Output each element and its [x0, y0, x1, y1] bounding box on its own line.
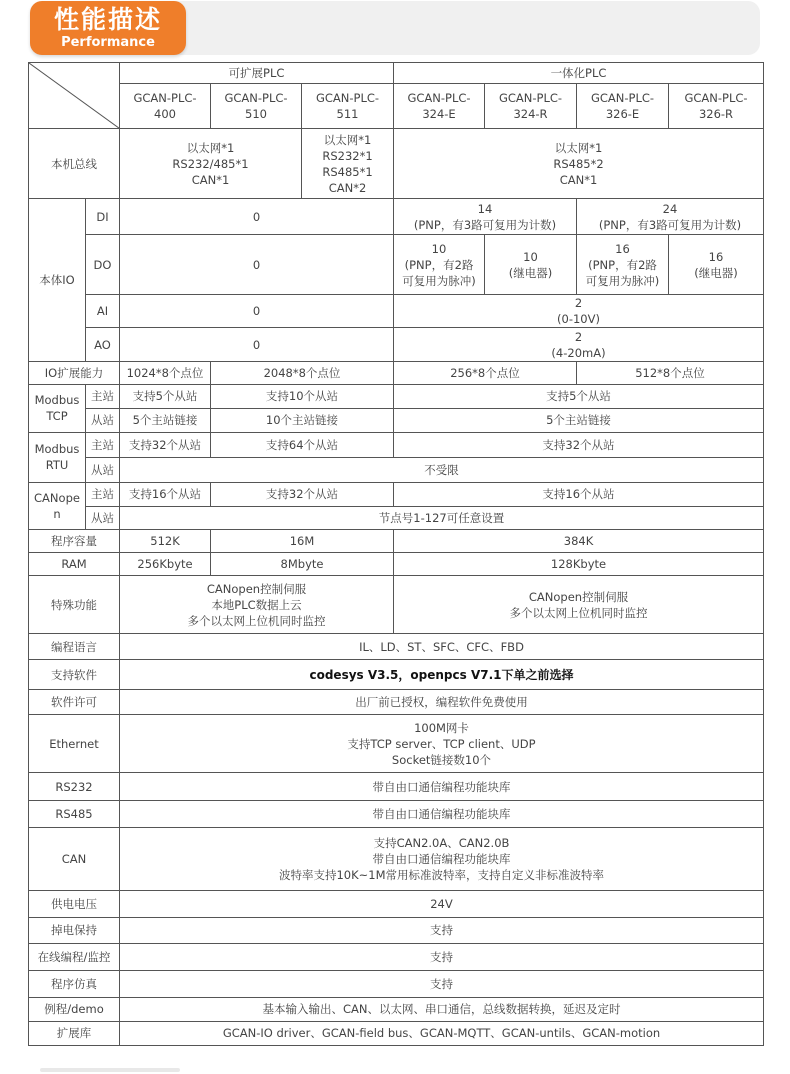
- model-400: GCAN-PLC- 400: [120, 84, 211, 129]
- group-expandable: 可扩展PLC: [120, 63, 394, 84]
- modbus-tcp-master-51x: 支持10个从站: [211, 384, 394, 408]
- do-324-e: 10 (PNP，有2路 可复用为脉冲): [394, 235, 485, 295]
- demo-label: 例程/demo: [29, 997, 120, 1021]
- special-integrated: CANopen控制伺服 多个以太网上位机同时监控: [394, 575, 764, 633]
- rs232-label: RS232: [29, 773, 120, 801]
- special-expandable: CANopen控制伺服 本地PLC数据上云 多个以太网上位机同时监控: [120, 575, 394, 633]
- do-326-r: 16 (继电器): [669, 235, 764, 295]
- canopen-master-51x: 支持32个从站: [211, 482, 394, 506]
- ai-label: AI: [86, 295, 120, 328]
- di-label: DI: [86, 199, 120, 235]
- program-label: 程序容量: [29, 529, 120, 552]
- power-value: 24V: [120, 890, 764, 917]
- software-label: 支持软件: [29, 660, 120, 690]
- canopen-slave-label: 从站: [86, 506, 120, 529]
- license-label: 软件许可: [29, 690, 120, 715]
- rs485-value: 带自由口通信编程功能块库: [120, 801, 764, 828]
- power-label: 供电电压: [29, 890, 120, 917]
- do-324-r: 10 (继电器): [485, 235, 577, 295]
- ao-integrated: 2 (4-20mA): [394, 328, 764, 361]
- lib-label: 扩展库: [29, 1021, 120, 1045]
- ram-label: RAM: [29, 552, 120, 575]
- modbus-tcp-slave-51x: 10个主站链接: [211, 408, 394, 432]
- modbus-rtu-slave-all: 不受限: [120, 457, 764, 482]
- section-badge: [30, 1, 186, 55]
- io-ext-324: 256*8个点位: [394, 361, 577, 384]
- modbus-rtu-master-51x: 支持64个从站: [211, 432, 394, 457]
- io-ext-326: 512*8个点位: [577, 361, 764, 384]
- ai-expandable: 0: [120, 295, 394, 328]
- bus-integrated: 以太网*1 RS485*2 CAN*1: [394, 129, 764, 199]
- ram-400: 256Kbyte: [120, 552, 211, 575]
- demo-value: 基本输入输出、CAN、以太网、串口通信，总线数据转换，延迟及定时: [120, 997, 764, 1021]
- special-label: 特殊功能: [29, 575, 120, 633]
- do-326-e: 16 (PNP，有2路 可复用为脉冲): [577, 235, 669, 295]
- program-400: 512K: [120, 529, 211, 552]
- modbus-rtu-master-32x: 支持32个从站: [394, 432, 764, 457]
- license-value: 出厂前已授权，编程软件免费使用: [120, 690, 764, 715]
- model-326-r: GCAN-PLC- 326-R: [669, 84, 764, 129]
- canopen-master-400: 支持16个从站: [120, 482, 211, 506]
- ram-51x: 8Mbyte: [211, 552, 394, 575]
- io-ext-400: 1024*8个点位: [120, 361, 211, 384]
- program-32x: 384K: [394, 529, 764, 552]
- ao-expandable: 0: [120, 328, 394, 361]
- bus-label: 本机总线: [29, 129, 120, 199]
- io-ext-51x: 2048*8个点位: [211, 361, 394, 384]
- ram-32x: 128Kbyte: [394, 552, 764, 575]
- retain-value: 支持: [120, 917, 764, 943]
- lib-value: GCAN-IO driver、GCAN-field bus、GCAN-MQTT、GCAN-untils、GCAN-motion: [120, 1021, 764, 1045]
- modbus-tcp-slave-400: 5个主站链接: [120, 408, 211, 432]
- canopen-slave-all: 节点号1-127可任意设置: [120, 506, 764, 529]
- modbus-rtu-master-400: 支持32个从站: [120, 432, 211, 457]
- program-51x: 16M: [211, 529, 394, 552]
- rs232-value: 带自由口通信编程功能块库: [120, 773, 764, 801]
- can-value: 支持CAN2.0A、CAN2.0B 带自由口通信编程功能块库 波特率支持10K~1M常用标准波特率，支持自定义非标准波特率: [120, 828, 764, 890]
- canopen-master-32x: 支持16个从站: [394, 482, 764, 506]
- modbus-tcp-slave-label: 从站: [86, 408, 120, 432]
- section-title: 性能描述: [53, 5, 162, 34]
- model-510: GCAN-PLC- 510: [211, 84, 302, 129]
- modbus-rtu-label: Modbus RTU: [29, 432, 86, 482]
- ao-label: AO: [86, 328, 120, 361]
- bus-511: 以太网*1 RS232*1 RS485*1 CAN*2: [302, 129, 394, 199]
- online-value: 支持: [120, 943, 764, 970]
- group-integrated: 一体化PLC: [394, 63, 764, 84]
- di-expandable: 0: [120, 199, 394, 235]
- lang-label: 编程语言: [29, 634, 120, 660]
- model-324-r: GCAN-PLC- 324-R: [485, 84, 577, 129]
- modbus-tcp-label: Modbus TCP: [29, 384, 86, 432]
- can-label: CAN: [29, 828, 120, 890]
- ethernet-label: Ethernet: [29, 715, 120, 773]
- do-expandable: 0: [120, 235, 394, 295]
- ethernet-value: 100M网卡 支持TCP server、TCP client、UDP Socket链接数10个: [120, 715, 764, 773]
- modbus-rtu-master-label: 主站: [86, 432, 120, 457]
- modbus-rtu-slave-label: 从站: [86, 457, 120, 482]
- di-324: 14 (PNP，有3路可复用为计数): [394, 199, 577, 235]
- model-326-e: GCAN-PLC- 326-E: [577, 84, 669, 129]
- section-subtitle: Performance: [61, 35, 155, 50]
- sim-label: 程序仿真: [29, 970, 120, 997]
- spec-table: [28, 62, 764, 1046]
- sim-value: 支持: [120, 970, 764, 997]
- bus-400-510: 以太网*1 RS232/485*1 CAN*1: [120, 129, 302, 199]
- modbus-tcp-master-400: 支持5个从站: [120, 384, 211, 408]
- software-value: codesys V3.5，openpcs V7.1下单之前选择: [120, 660, 764, 690]
- canopen-master-label: 主站: [86, 482, 120, 506]
- lang-value: IL、LD、ST、SFC、CFC、FBD: [120, 634, 764, 660]
- io-ext-label: IO扩展能力: [29, 361, 120, 384]
- model-324-e: GCAN-PLC- 324-E: [394, 84, 485, 129]
- canopen-label: CANope n: [29, 482, 86, 529]
- modbus-tcp-slave-32x: 5个主站链接: [394, 408, 764, 432]
- ai-integrated: 2 (0-10V): [394, 295, 764, 328]
- diagonal-line: [29, 63, 119, 128]
- corner-cell: [29, 63, 120, 129]
- di-326: 24 (PNP，有3路可复用为计数): [577, 199, 764, 235]
- modbus-tcp-master-label: 主站: [86, 384, 120, 408]
- modbus-tcp-master-32x: 支持5个从站: [394, 384, 764, 408]
- do-label: DO: [86, 235, 120, 295]
- retain-label: 掉电保持: [29, 917, 120, 943]
- io-label: 本体IO: [29, 199, 86, 361]
- footer-divider: [40, 1068, 180, 1072]
- model-511: GCAN-PLC- 511: [302, 84, 394, 129]
- online-label: 在线编程/监控: [29, 943, 120, 970]
- rs485-label: RS485: [29, 801, 120, 828]
